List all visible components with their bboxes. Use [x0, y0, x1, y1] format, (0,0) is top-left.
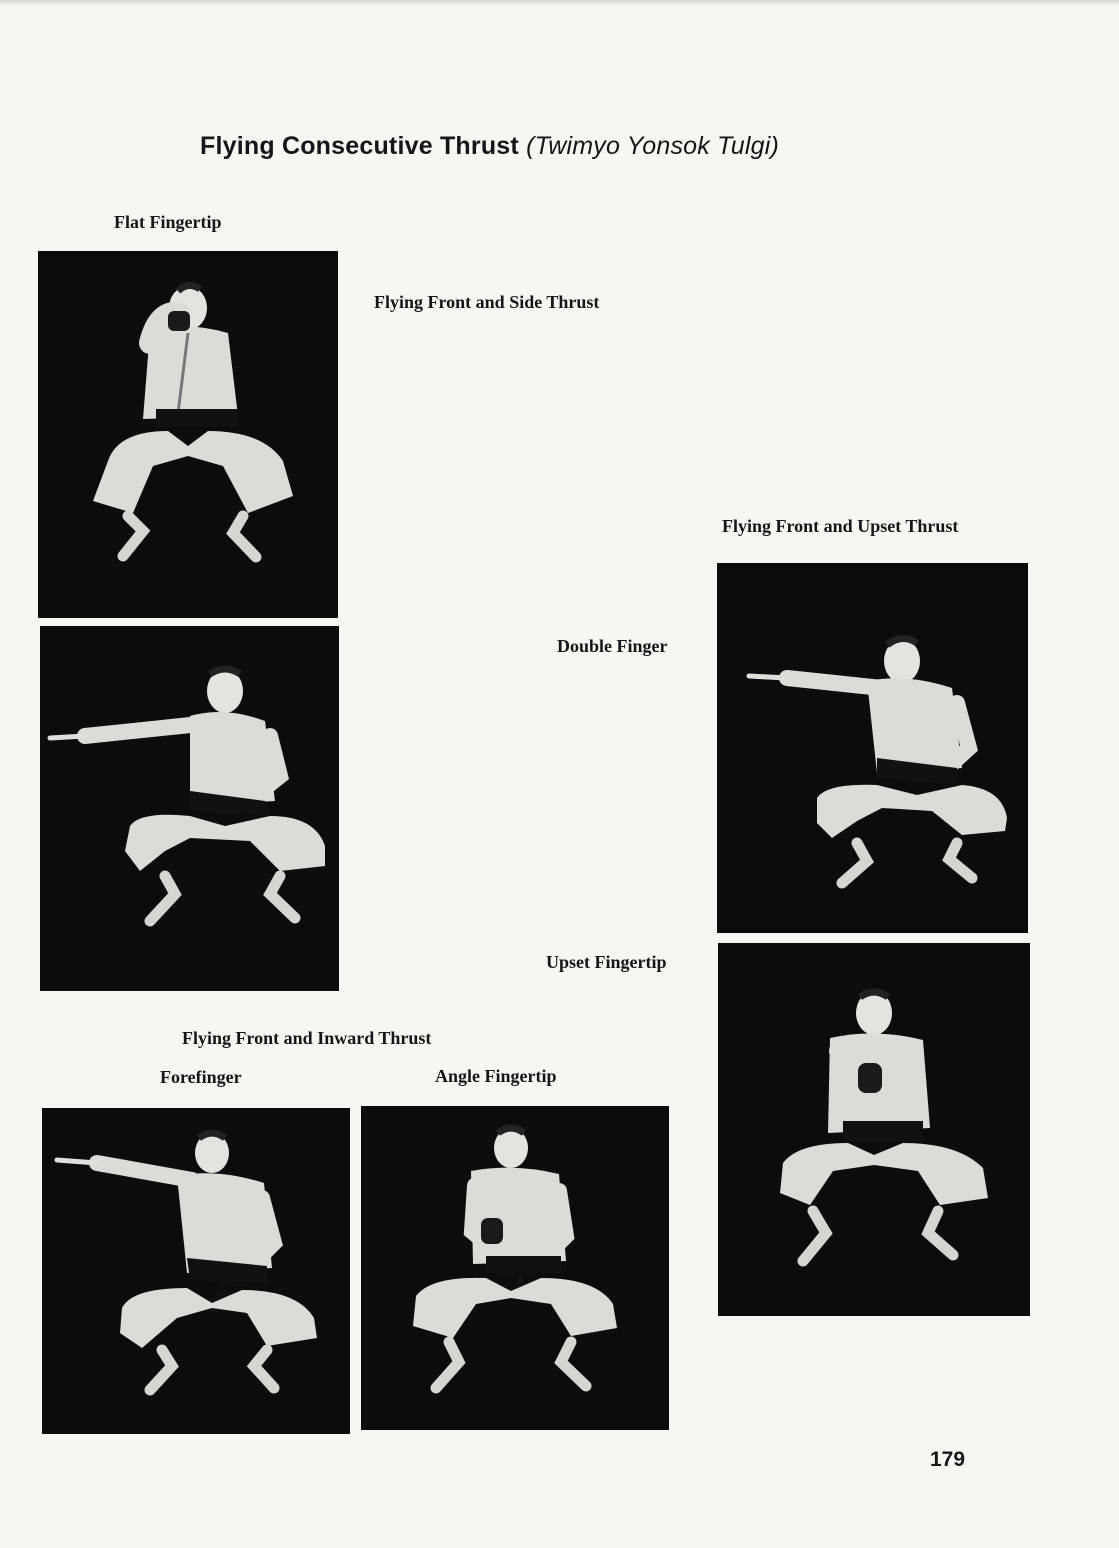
- caption-double-finger: Double Finger: [557, 636, 668, 656]
- caption-flying-front-side-thrust: Flying Front and Side Thrust: [374, 292, 600, 312]
- caption-upset-fingertip: Upset Fingertip: [546, 952, 667, 972]
- caption-forefinger: Forefinger: [160, 1067, 242, 1087]
- page-title: [200, 132, 779, 161]
- caption-flat-fingertip: Flat Fingertip: [114, 212, 222, 232]
- caption-angle-fingertip: Angle Fingertip: [435, 1066, 557, 1086]
- caption-flying-front-inward-thrust: Flying Front and Inward Thrust: [182, 1028, 432, 1048]
- photo-flat-fingertip: [38, 251, 338, 618]
- photo-upset-fingertip: [718, 943, 1030, 1316]
- photo-double-finger: [717, 563, 1028, 933]
- photo-angle-fingertip: [361, 1106, 669, 1430]
- page-number: 179: [930, 1448, 966, 1471]
- title-subtitle: (Twimyo Yonsok Tulgi): [526, 132, 779, 160]
- caption-flying-front-upset-thrust: Flying Front and Upset Thrust: [722, 516, 959, 536]
- page-top-edge: [0, 0, 1119, 6]
- photo-front-side-thrust: [40, 626, 339, 991]
- photo-forefinger: [42, 1108, 350, 1434]
- title-main: Flying Consecutive Thrust: [200, 132, 519, 160]
